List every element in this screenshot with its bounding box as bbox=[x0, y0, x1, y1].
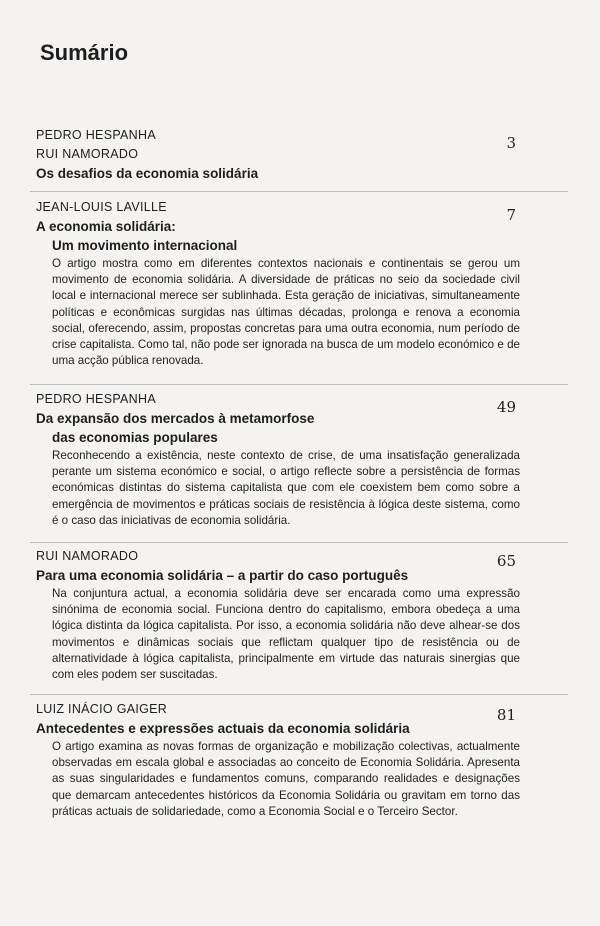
entry-abstract: Reconhecendo a existência, neste contexto de crise, de uma insatisfação generalizada perante um sistema económico e social, o artigo reflecte sobre a persistência de formas económicas distintas do sistema capitalista que com ele coexistem bem como sobre a emergência de movimentos e práticas sociais de resistência à lógica deste sistema, como é o caso das iniciativas de economia solidária. bbox=[52, 449, 520, 527]
entry-page-number: 81 bbox=[496, 706, 516, 724]
entry-abstract: O artigo examina as novas formas de organização e mobilização colectivas, actualmente observadas em escala global e associadas ao conceito de Economia Solidária. Apresenta as suas singularidades e fundamentos comuns, comparando realidades e designações que demarcam antecedentes históricos da Economia Solidária ou gravitam em torno das práticas actuais de solidariedade, como a Economia Social e o Terceiro Sector. bbox=[52, 740, 520, 818]
entry-title: A economia solidária: bbox=[36, 219, 176, 234]
entry-abstract: Na conjuntura actual, a economia solidária deve ser encarada como uma expressão sinónima de economia social. Funciona dentro do capitalismo, embora obedeça a uma lógica distinta da lógica capitalista. Por isso, a economia solidária não deve alhear-se dos movimentos e dinâmicas sociais que reflictam qualquer tipo de resistência ou de alternatividade à lógica capitalista, principalmente em virtude das naturais sinergias que com eles podem ser suscitadas. bbox=[52, 587, 520, 682]
entry-author: PEDRO HESPANHA bbox=[36, 128, 156, 142]
toc-entry[interactable] bbox=[36, 700, 520, 820]
divider bbox=[30, 384, 568, 385]
page-title: Sumário bbox=[40, 40, 129, 65]
entry-author: LUIZ INÁCIO GAIGER bbox=[36, 702, 168, 716]
entry-title: Da expansão dos mercados à metamorfose bbox=[36, 411, 315, 426]
toc-entry[interactable] bbox=[36, 547, 520, 683]
entry-title: Um movimento internacional bbox=[52, 238, 238, 253]
toc-entry[interactable] bbox=[36, 126, 520, 183]
toc-entry[interactable] bbox=[36, 198, 520, 369]
toc-entry[interactable] bbox=[36, 390, 520, 529]
entry-abstract: O artigo mostra como em diferentes contextos nacionais e continentais se gerou um movimento de economia solidária. A diversidade de práticas no seio da sociedade civil local e internacional merece ser sublinhada. Esta geração de iniciativas, simultaneamente políticas e econômicas surgidas nas últimas décadas, prolonga e renova a economia social, oferecendo, assim, propostas concretas para uma outra economia, num período de crise capitalista. Como tal, não pode ser ignorada na busca de um modelo económico e de uma acção pública renovada. bbox=[52, 257, 520, 368]
entry-page-number: 7 bbox=[506, 206, 516, 224]
divider bbox=[30, 694, 568, 695]
entry-title: Os desafios da economia solidária bbox=[36, 166, 259, 181]
entry-author: JEAN-LOUIS LAVILLE bbox=[36, 200, 167, 214]
entry-title: Para uma economia solidária – a partir do caso português bbox=[36, 568, 409, 583]
entry-page-number: 49 bbox=[496, 398, 516, 416]
entry-page-number: 3 bbox=[506, 134, 516, 152]
entry-author: PEDRO HESPANHA bbox=[36, 392, 156, 406]
divider bbox=[30, 542, 568, 543]
entry-title: das economias populares bbox=[52, 430, 218, 445]
entry-title: Antecedentes e expressões actuais da economia solidária bbox=[36, 721, 410, 736]
divider bbox=[30, 191, 568, 192]
entry-page-number: 65 bbox=[496, 552, 516, 570]
entry-author: RUI NAMORADO bbox=[36, 549, 139, 563]
entry-author: RUI NAMORADO bbox=[36, 147, 139, 161]
